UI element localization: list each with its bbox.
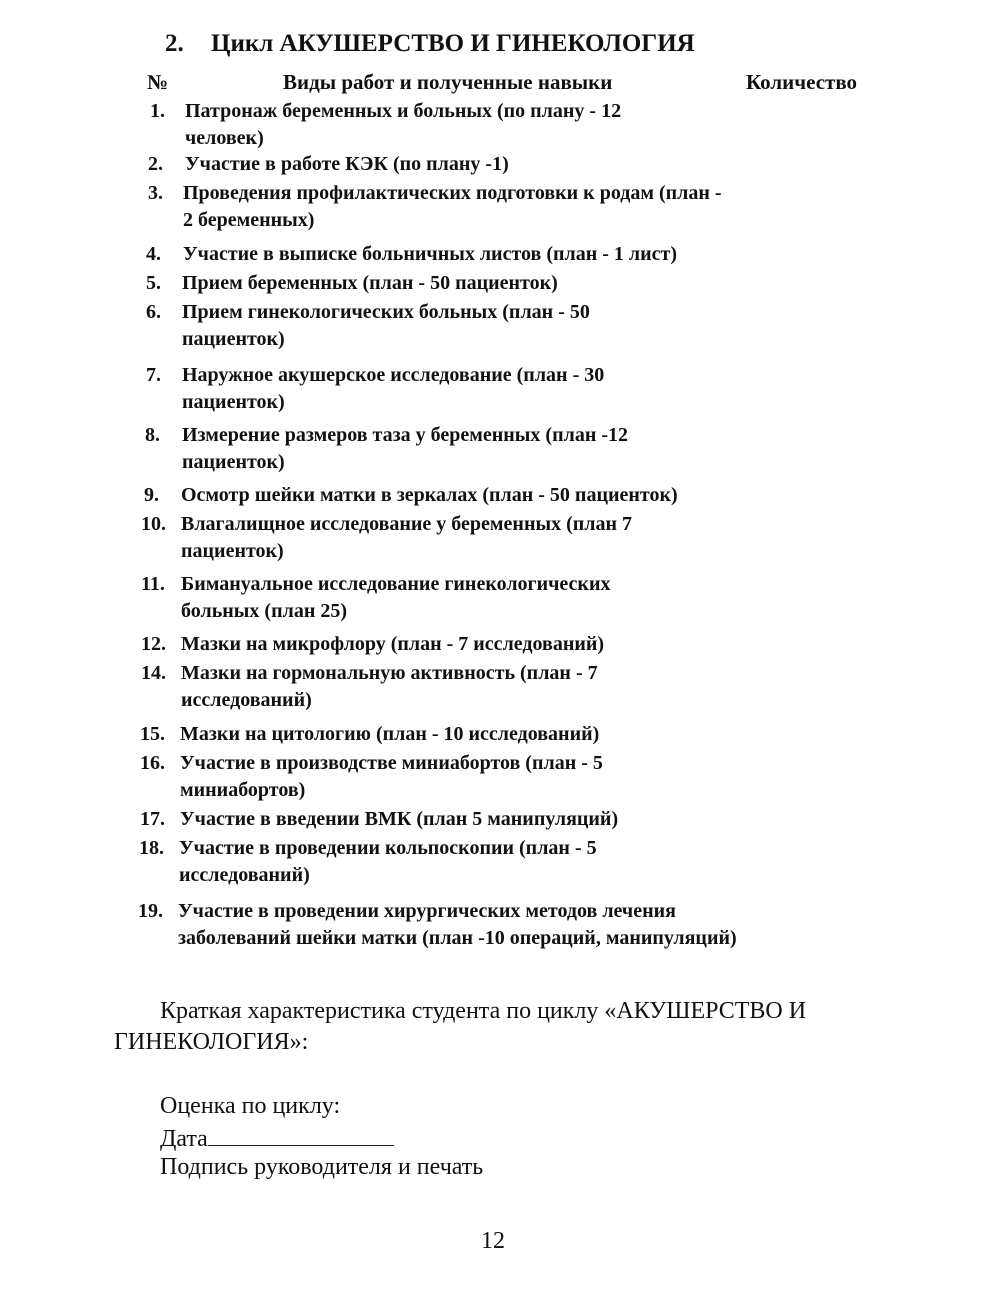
item-text: Бимануальное исследование гинекологических больных (план 25): [181, 573, 611, 622]
item-text: Участие в проведении хирургических методов лечения заболеваний шейки матки (план -10 операций, манипуляций): [178, 900, 737, 949]
item-text: Участие в проведении кольпоскопии (план - 5 исследований): [179, 837, 597, 886]
item-number: 8.: [145, 424, 160, 446]
section-title: [165, 30, 695, 58]
page-number: 12: [481, 1228, 505, 1254]
item-number: 17.: [140, 808, 165, 830]
item-text: Участие в выписке больничных листов (план - 1 лист): [183, 243, 678, 265]
section-title-text: Цикл АКУШЕРСТВО И ГИНЕКОЛОГИЯ: [211, 30, 695, 57]
item-number: 12.: [141, 633, 166, 655]
item-text: Патронаж беременных и больных (по плану - 12 человек): [185, 100, 622, 149]
item-text: Участие в введении ВМК (план 5 манипуляций): [180, 808, 619, 830]
item-number: 1.: [150, 100, 165, 122]
section-number: 2.: [165, 30, 184, 57]
item-number: 4.: [146, 243, 161, 265]
summary-line-2: ГИНЕКОЛОГИЯ»:: [114, 1029, 309, 1055]
item-text: Мазки на гормональную активность (план - 7 исследований): [181, 662, 598, 711]
item-text: Влагалищное исследование у беременных (план 7 пациенток): [181, 513, 633, 562]
item-text: Осмотр шейки матки в зеркалах (план - 50 пациенток): [181, 484, 678, 506]
grade-label: Оценка по циклу:: [160, 1093, 341, 1119]
item-text: Мазки на микрофлору (план - 7 исследований): [181, 633, 605, 655]
item-text: Участие в производстве миниабортов (план - 5 миниабортов): [180, 752, 603, 801]
item-text: Наружное акушерское исследование (план - 30 пациенток): [182, 364, 605, 413]
item-text: Мазки на цитологию (план - 10 исследований): [180, 723, 600, 745]
item-number: 2.: [148, 153, 163, 175]
item-number: 7.: [146, 364, 161, 386]
date-blank-line: [208, 1123, 394, 1146]
item-number: 11.: [141, 573, 165, 595]
item-number: 19.: [138, 900, 163, 922]
item-number: 10.: [141, 513, 166, 535]
date-label: Дата: [160, 1126, 208, 1152]
student-summary: [114, 996, 880, 1058]
item-number: 9.: [144, 484, 159, 506]
item-text: Прием гинекологических больных (план - 50 пациенток): [182, 301, 590, 350]
column-header-number: №: [147, 70, 169, 94]
item-number: 5.: [146, 272, 161, 294]
item-number: 15.: [140, 723, 165, 745]
column-header-work: Виды работ и полученные навыки: [283, 70, 613, 94]
item-text: Участие в работе КЭК (по плану -1): [185, 153, 509, 175]
item-text: Проведения профилактических подготовки к родам (план - 2 беременных): [183, 182, 722, 231]
item-number: 16.: [140, 752, 165, 774]
item-number: 14.: [141, 662, 166, 684]
item-number: 6.: [146, 301, 161, 323]
summary-line-1: Краткая характеристика студента по циклу «АКУШЕРСТВО И: [160, 998, 807, 1024]
item-number: 3.: [148, 182, 163, 204]
date-row: [160, 1123, 394, 1153]
signature-label: Подпись руководителя и печать: [160, 1154, 484, 1180]
item-text: Прием беременных (план - 50 пациенток): [182, 272, 558, 294]
column-header-quantity: Количество: [746, 70, 858, 94]
item-number: 18.: [139, 837, 164, 859]
item-text: Измерение размеров таза у беременных (план -12 пациенток): [182, 424, 629, 473]
